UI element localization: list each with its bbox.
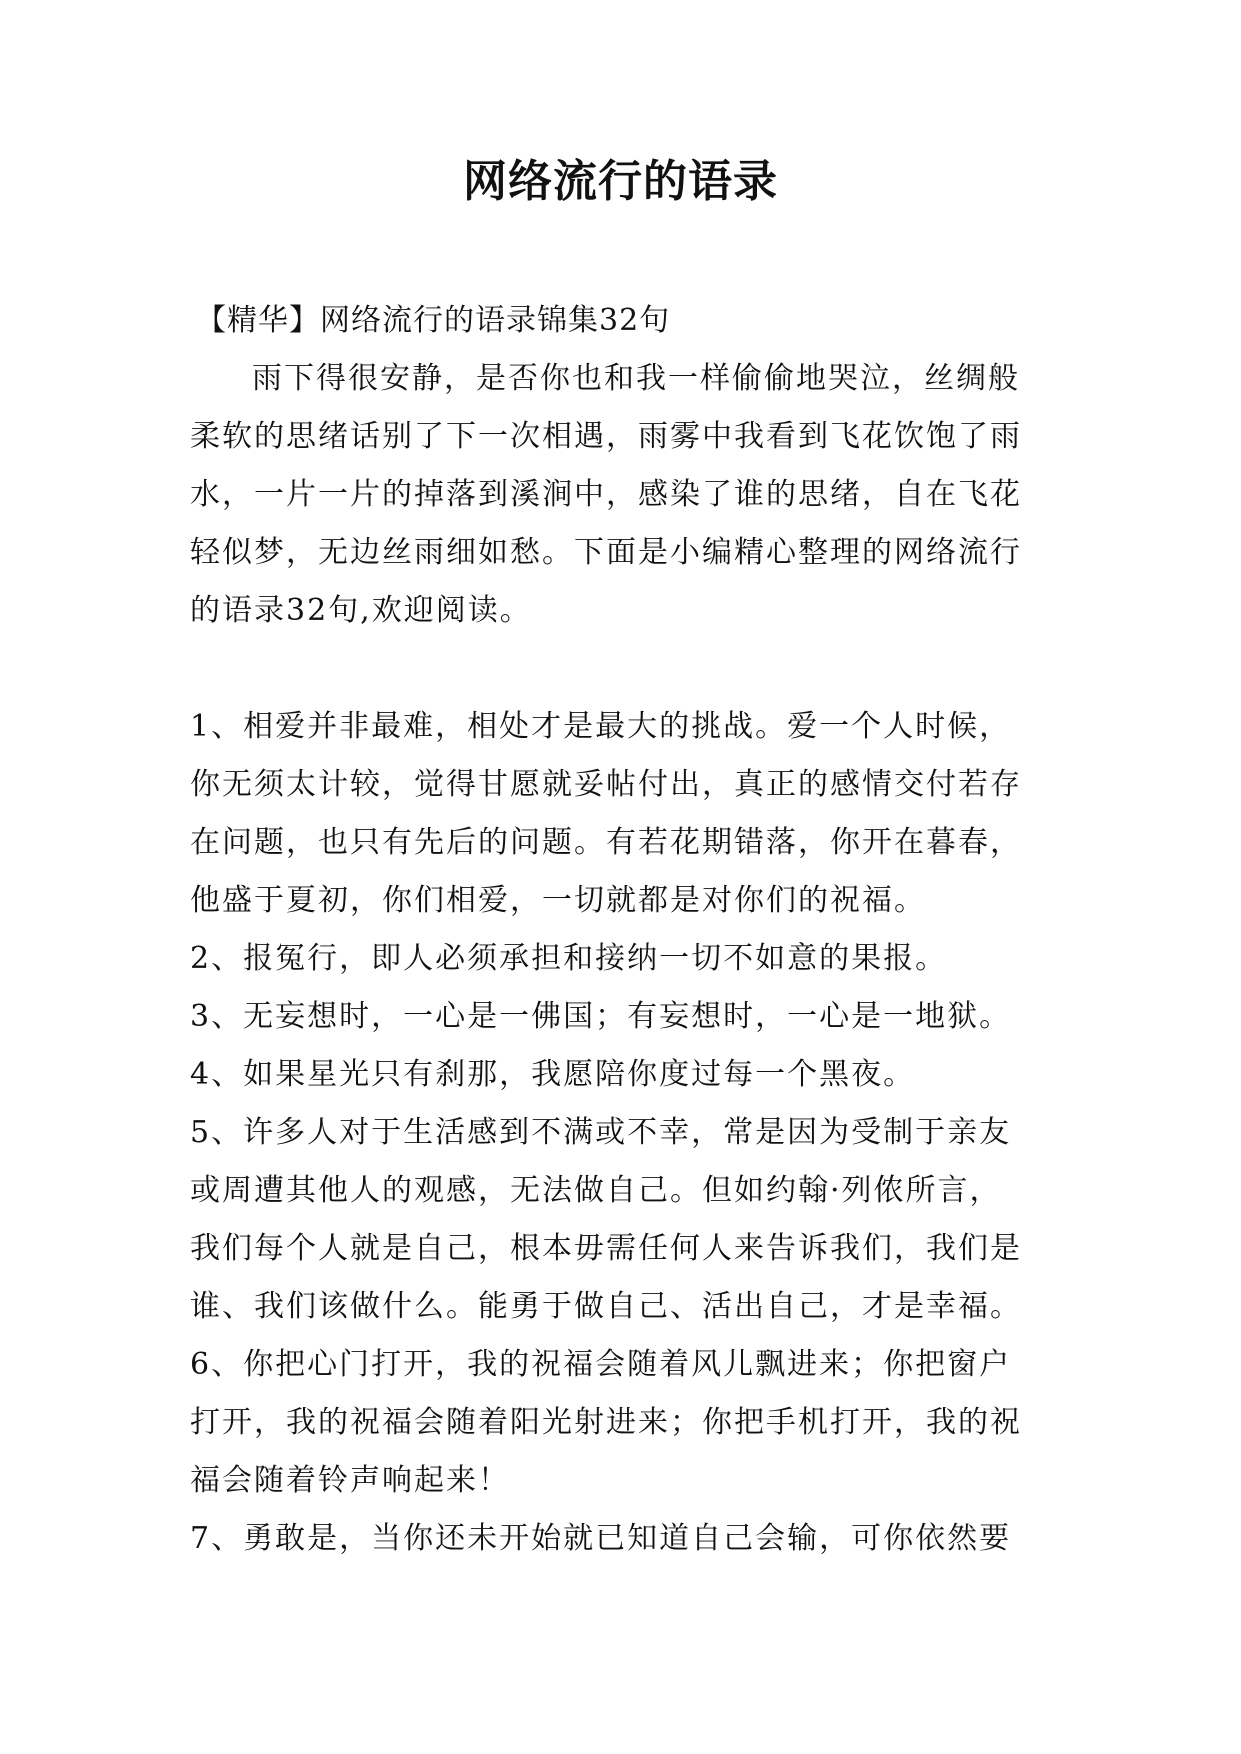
body-line: 谁、我们该做什么。能勇于做自己、活出自己，才是幸福。 <box>190 1289 1022 1324</box>
intro-line: 柔软的思绪话别了下一次相遇，雨雾中我看到飞花饮饱了雨 <box>190 419 1022 454</box>
body-line: 或周遭其他人的观感，无法做自己。但如约翰·列侬所言， <box>190 1173 1002 1208</box>
body-line: 7、勇敢是，当你还未开始就已知道自己会输，可你依然要 <box>190 1521 1012 1556</box>
intro-line: 水，一片一片的掉落到溪涧中，感染了谁的思绪，自在飞花 <box>190 477 1022 512</box>
body-line: 5、许多人对于生活感到不满或不幸，常是因为受制于亲友 <box>190 1115 1012 1150</box>
body-line: 打开，我的祝福会随着阳光射进来；你把手机打开，我的祝 <box>190 1405 1022 1440</box>
body-line: 福会随着铃声响起来！ <box>190 1463 510 1498</box>
body-line: 2、报冤行，即人必须承担和接纳一切不如意的果报。 <box>190 941 948 976</box>
body-line: 你无须太计较，觉得甘愿就妥帖付出，真正的感情交付若存 <box>190 767 1022 802</box>
body-line: 在问题，也只有先后的问题。有若花期错落，你开在暮春， <box>190 825 1022 860</box>
page-title: 网络流行的语录 <box>463 156 778 207</box>
intro-line: 轻似梦，无边丝雨细如愁。下面是小编精心整理的网络流行 <box>190 535 1022 570</box>
subtitle: 【精华】网络流行的语录锦集32句 <box>196 303 671 338</box>
body-line: 3、无妄想时，一心是一佛国；有妄想时，一心是一地狱。 <box>190 999 1012 1034</box>
intro-line: 雨下得很安静，是否你也和我一样偷偷地哭泣，丝绸般 <box>252 361 1020 396</box>
body-line: 他盛于夏初，你们相爱，一切就都是对你们的祝福。 <box>190 883 926 918</box>
document-body <box>190 292 1065 1568</box>
body-line: 我们每个人就是自己，根本毋需任何人来告诉我们，我们是 <box>190 1231 1022 1266</box>
intro-line: 的语录32句,欢迎阅读。 <box>190 593 532 628</box>
body-line: 4、如果星光只有刹那，我愿陪你度过每一个黑夜。 <box>190 1057 916 1092</box>
body-line: 1、相爱并非最难，相处才是最大的挑战。爱一个人时候， <box>190 709 1012 744</box>
body-line: 6、你把心门打开，我的祝福会随着风儿飘进来；你把窗户 <box>190 1347 1012 1382</box>
paragraph-spacer <box>190 640 1065 698</box>
